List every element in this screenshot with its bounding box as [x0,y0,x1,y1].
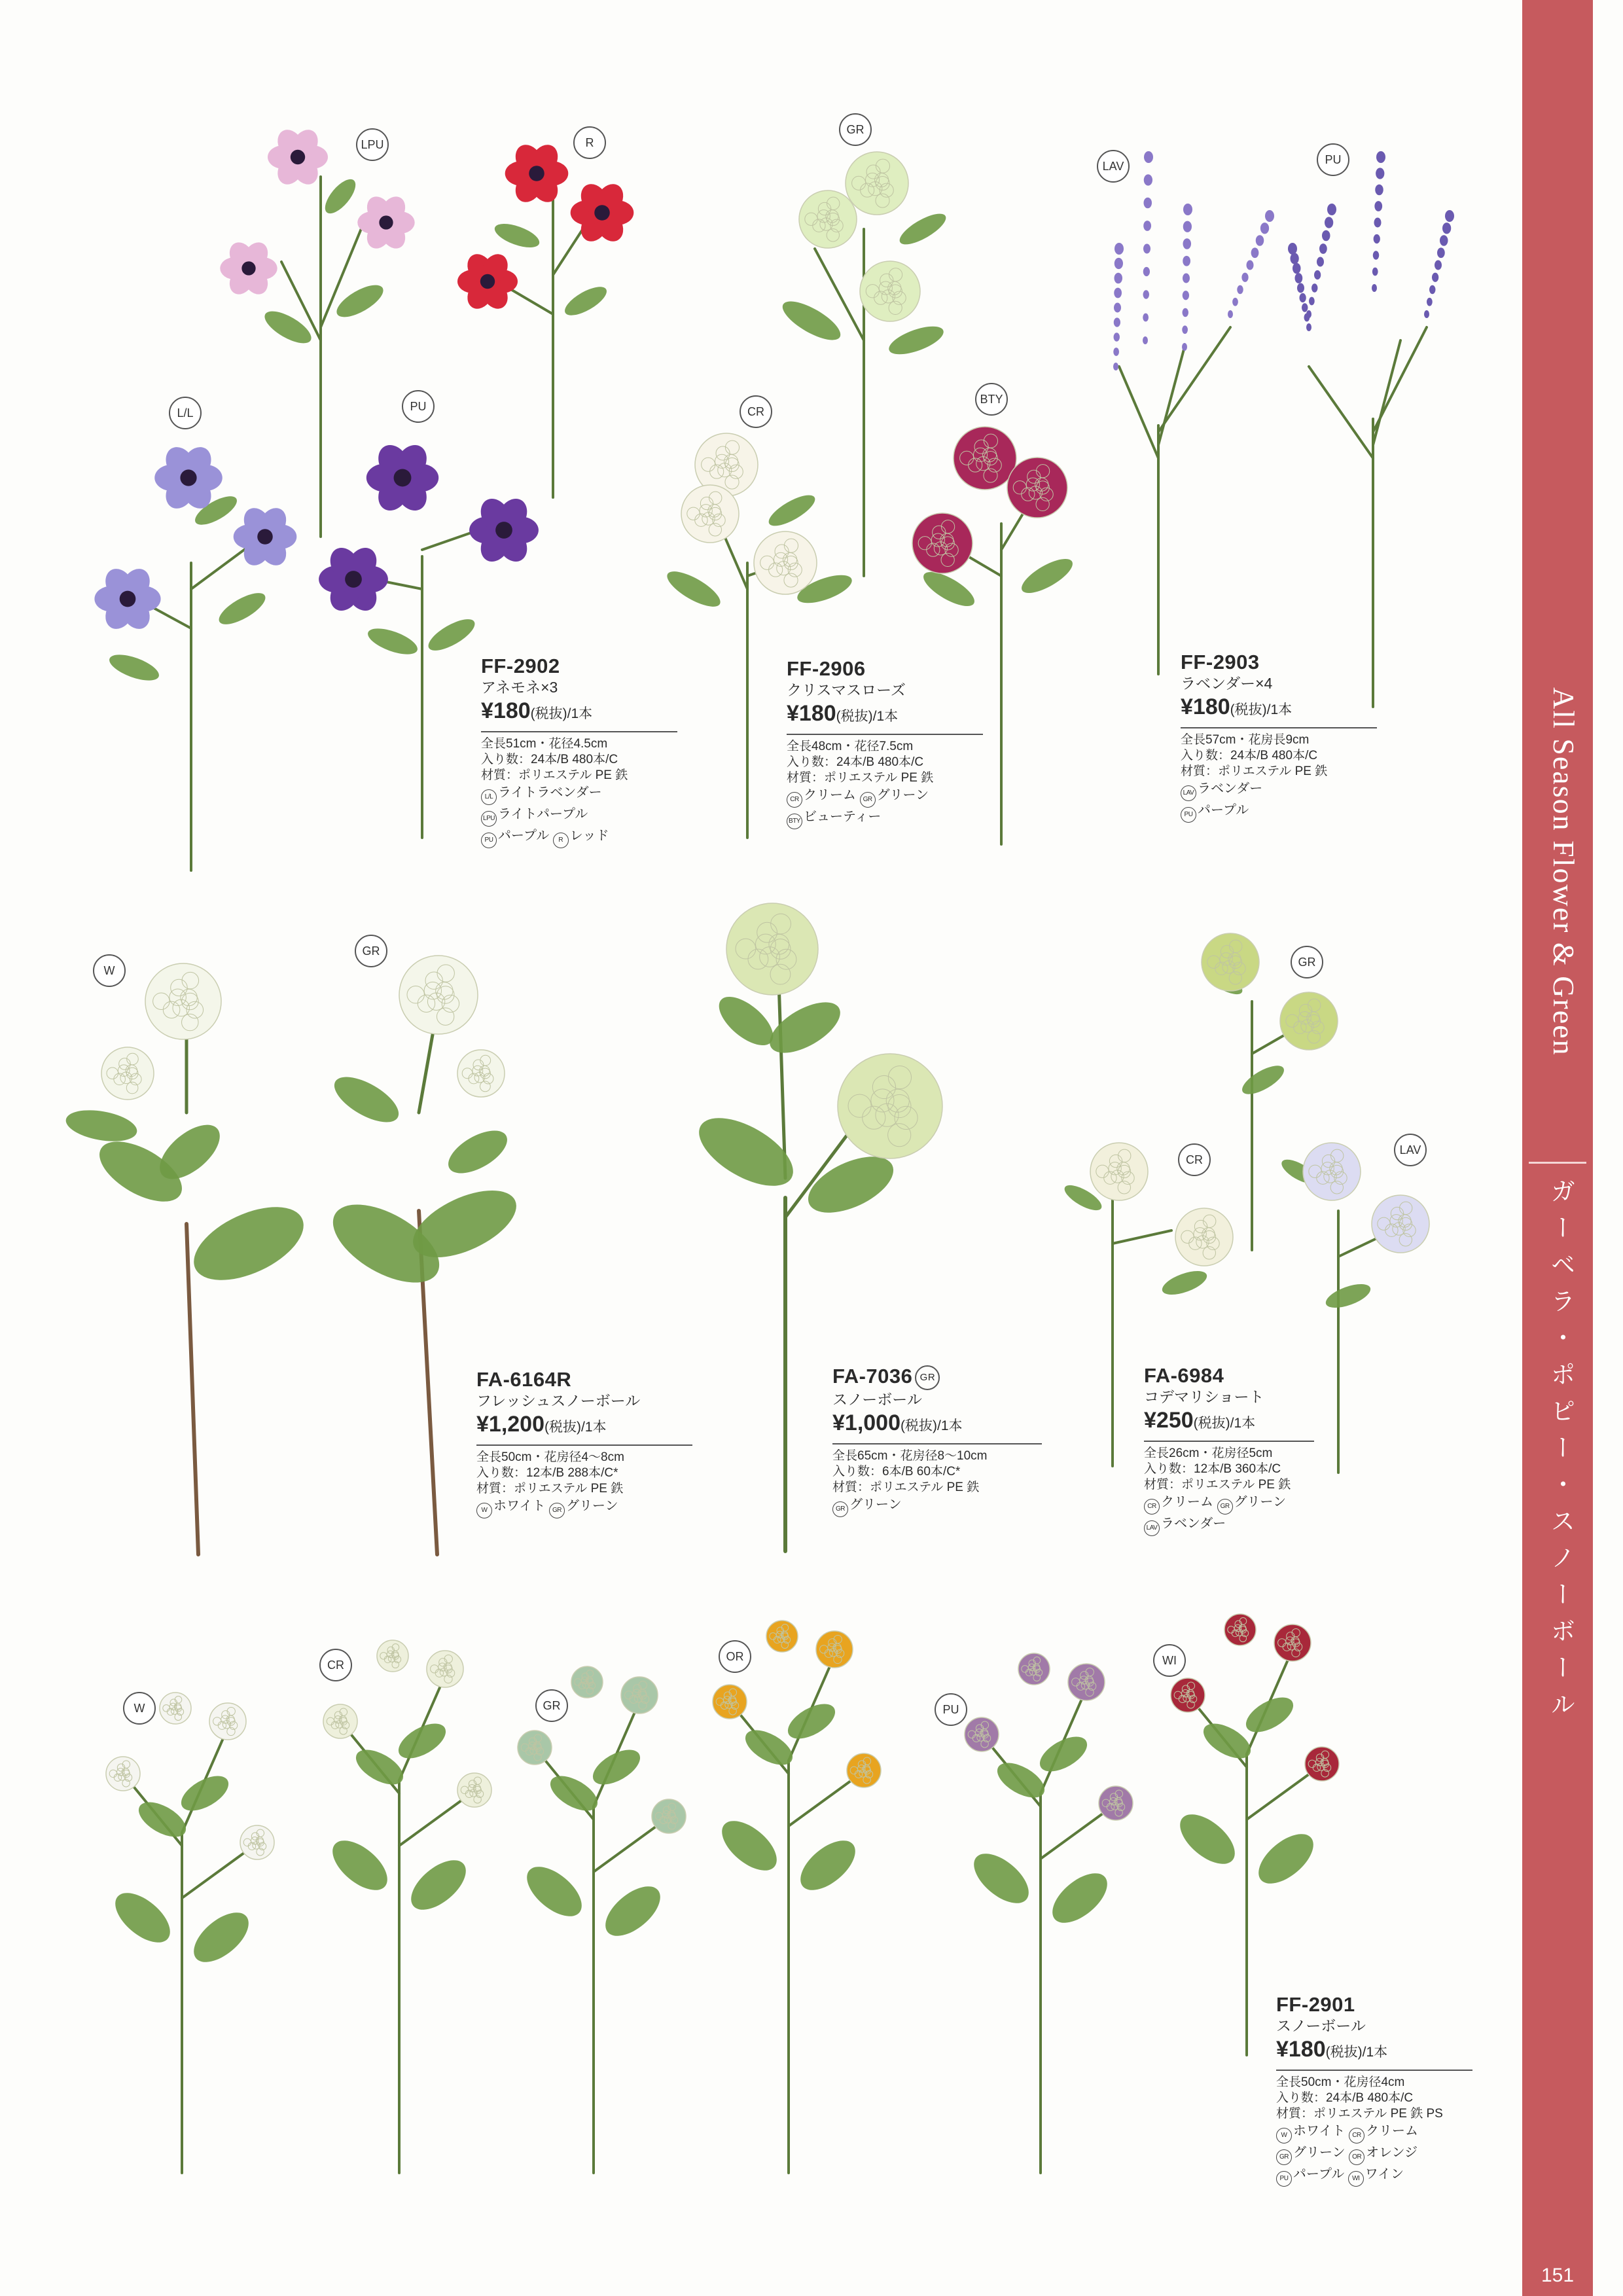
product-price: ¥1,000(税抜)/1本 [832,1408,1042,1444]
product-ff-2906 [787,657,983,829]
leaf [792,1831,864,1899]
lavender-bud [1325,217,1333,228]
lavender-bud [1442,223,1451,234]
flower-center [529,166,544,181]
lavender-bud [1144,151,1153,163]
color-list: CR クリーム GR グリーン BTY ビューティー [787,786,983,829]
lavender-bud [1143,244,1150,254]
flower-center [480,274,495,289]
lavender-bud [1183,238,1192,249]
product-spec-qty: 入り数：6本/B 60本/C* [832,1465,961,1479]
color-list: W ホワイト GR グリーン [476,1497,692,1518]
photo-tag-cr2: CR [1178,1143,1211,1176]
product-spec-material: 材質：ポリエステル PE 鉄 [832,1480,980,1494]
leaf [561,281,611,321]
code-tag: GR [915,1365,940,1390]
photo-tag-lav2: LAV [1394,1134,1427,1166]
leaf [402,1851,474,1919]
photo-tag-cr: CR [740,395,772,428]
band-divider [1529,1162,1586,1164]
flower-center [241,261,255,275]
product-code: FA-6164R [476,1368,572,1391]
product-spec-material: 材質：ポリエステル PE 鉄 [1144,1478,1291,1492]
lavender-bud [1114,332,1120,342]
lavender-bud [1115,243,1124,255]
photo-tag-pu: PU [402,390,435,423]
lavender-bud [1376,151,1385,163]
leaf [782,1697,840,1746]
lavender-bud [1427,298,1433,306]
lavender-bud [1114,303,1121,313]
leaf [885,321,947,360]
lavender-bud [1115,273,1123,284]
lavender-bud [1374,234,1380,243]
lavender-bud [1183,308,1189,317]
product-spec-material: 材質：ポリエステル PE 鉄 [481,768,628,782]
leaf [1323,1280,1373,1313]
leaf [662,565,725,613]
leaf [688,1104,804,1200]
flower-cluster [399,956,478,1034]
lavender-bud [1232,298,1238,306]
product-name: スノーボール [832,1391,922,1408]
product-spec-size: 全長50cm・花房径4cm [1276,2075,1405,2089]
product-spec-material: 材質：ポリエステル PE 鉄 [476,1482,624,1496]
lavender-bud [1376,168,1384,179]
leaf [442,1122,514,1182]
product-spec-qty: 入り数：24本/B 480本/C [787,755,924,769]
leaf [424,613,479,656]
lavender-bud [1256,235,1264,246]
product-spec-qty: 入り数：12本/B 360本/C [1144,1462,1281,1476]
product-code: FF-2902 [481,655,560,677]
lavender-bud [1183,291,1189,300]
leaf [106,649,162,686]
lavender-bud [1374,218,1382,228]
leaf [895,208,950,250]
product-fa-7036 [832,1365,1042,1517]
lavender-bud [1302,303,1308,312]
flower-cluster [754,531,817,594]
lavender-bud [1429,285,1436,295]
lavender-bud [1322,230,1330,242]
photo-tag-r: R [573,126,606,159]
flower-cluster [1007,457,1067,518]
flower-cluster [954,427,1016,490]
product-spec-material: 材質：ポリエステル PE 鉄 [1181,764,1328,778]
lavender-bud [1251,247,1259,258]
flower-center [594,205,610,221]
product-name: フレッシュスノーボール [476,1392,641,1409]
product-spec-size: 全長50cm・花房径4〜8cm [476,1450,624,1464]
product-spec-size: 全長51cm・花径4.5cm [481,737,608,751]
lavender-bud [1375,185,1383,196]
product-fa-6164r [476,1368,692,1518]
lavender-bud [1372,268,1378,276]
lavender-bud [1143,314,1149,322]
color-list: CR クリーム GR グリーン LAV ラベンダー [1144,1493,1314,1536]
lavender-bud [1435,260,1442,270]
lavender-bud [1260,223,1269,234]
leaf [332,279,387,323]
photo-tag-gr3: GR [1291,946,1323,978]
lavender-bud [1247,260,1254,270]
stem [1041,1806,1113,1859]
leaf [777,294,846,347]
lavender-bud [1183,256,1190,266]
lavender-bud [1113,363,1118,370]
product-price: ¥180(税抜)/1本 [1181,692,1377,728]
flower-cluster [912,513,972,573]
product-name: クリスマスローズ [787,681,906,698]
lavender-bud [1237,285,1243,295]
product-price: ¥180(税抜)/1本 [481,696,677,732]
lavender-bud [1114,317,1120,327]
flower-center [379,215,393,229]
flower-cluster [860,261,920,321]
stem [182,1846,254,1898]
photo-tag-gr: GR [839,113,872,146]
product-code: FA-6984 [1144,1364,1224,1387]
product-name: コデマリショート [1144,1388,1264,1405]
photo-tag-lav: LAV [1097,150,1130,183]
photo-tag-gr2: GR [355,935,387,967]
lavender-bud [1114,288,1122,298]
lavender-bud [1311,283,1318,293]
leaf [764,490,819,531]
stem [1119,367,1158,458]
leaf [1238,1060,1288,1100]
lavender-bud [1293,263,1301,274]
lavender-bud [1265,210,1274,222]
leaf [320,174,361,218]
product-ff-2903 [1181,651,1377,823]
leaf [587,1743,645,1792]
lavender-bud [1182,343,1187,351]
section-subtitle: ガーベラ・ポピー・スノーボール [1546,1178,1574,1728]
photo-tag-lpu: LPU [356,128,389,161]
leaf [324,1831,396,1899]
flower-cluster [838,1054,942,1158]
product-ff-2902 [481,655,677,848]
lavender-bud [1432,273,1438,282]
leaf [713,1812,785,1880]
lavender-bud [1437,247,1445,258]
page-number: 151 [1541,2265,1575,2286]
lavender-bud [1304,314,1310,322]
lavender-bud [1300,293,1306,302]
stem [1158,347,1185,445]
leaf [1159,1266,1209,1300]
lavender-bud [1297,283,1304,293]
product-price: ¥180(税抜)/1本 [787,699,983,735]
photo-tag-or: OR [719,1640,751,1673]
flower-cluster [145,963,221,1039]
product-price: ¥250(税抜)/1本 [1144,1406,1314,1442]
stem [399,1793,471,1846]
product-spec-material: 材質：ポリエステル PE 鉄 [787,771,934,785]
lavender-bud [1374,201,1382,211]
section-band [1522,0,1593,2296]
stem [1373,340,1400,445]
leaf [762,992,848,1063]
product-spec-size: 全長65cm・花房径8〜10cm [832,1449,988,1463]
lavender-bud [1183,204,1192,215]
lavender-bud [1182,325,1188,334]
leaf [365,623,420,660]
product-spec-material: 材質：ポリエステル PE 鉄 PS [1276,2107,1443,2121]
flower-center [495,522,512,539]
stem [789,1774,861,1826]
lavender-bud [1143,290,1150,299]
product-spec-qty: 入り数：24本/B 480本/C [481,753,618,766]
product-price: ¥1,200(税抜)/1本 [476,1410,692,1446]
lavender-bud [1309,297,1315,306]
leaf [1240,1691,1298,1740]
leaf [107,1884,179,1952]
lavender-bud [1327,204,1336,215]
product-spec-size: 全長26cm・花房径5cm [1144,1446,1273,1460]
lavender-bud [1440,235,1448,246]
stem [1113,1230,1171,1244]
lavender-bud [1183,274,1190,283]
stem [187,1224,198,1554]
photo-tag-wi: WI [1153,1644,1186,1677]
lavender-bud [1445,210,1454,222]
lavender-bud [1143,267,1150,276]
photo-tag-w2: W [123,1692,156,1725]
leaf [327,1068,405,1132]
lavender-bud [1314,270,1321,279]
color-list: GR グリーン [832,1496,1042,1517]
product-code: FF-2903 [1181,651,1260,673]
section-title: All Season Flower & Green [1547,687,1580,1056]
flower-cluster [846,152,908,215]
lavender-bud [1143,221,1151,231]
leaf [1034,1730,1092,1779]
stem [1309,367,1373,458]
color-list: L/L ライトラベンダー LPU ライトパープル PU パープル R レッド [481,783,677,848]
lavender-bud [1295,273,1303,283]
photo-tag-ll: L/L [169,397,202,429]
leaf [185,1903,257,1971]
leaf [175,1769,234,1818]
product-code: FA-7036 GR [832,1365,1042,1390]
flower-center [291,150,305,164]
product-spec-qty: 入り数：24本/B 480本/C [1181,749,1318,762]
product-ff-2901 [1276,1993,1472,2187]
photo-tag-cr3: CR [319,1649,352,1681]
lavender-bud [1373,251,1380,260]
lavender-bud [1143,336,1148,344]
stem [1247,1767,1319,1820]
photo-tag-gr4: GR [535,1689,568,1722]
lavender-bud [1372,284,1377,292]
product-code: FF-2901 [1276,1993,1355,2016]
leaf [63,1105,139,1146]
flower-center [394,469,412,487]
leaf [518,1857,590,1926]
lavender-bud [1424,310,1429,318]
lavender-bud [1228,310,1233,318]
flower-center [257,529,273,545]
leaf [215,587,270,630]
lavender-bud [1144,174,1152,185]
leaf [1171,1805,1243,1873]
photo-tag-pu3: PU [935,1693,967,1726]
lavender-bud [1183,221,1192,232]
leaf [1250,1825,1322,1893]
color-list: LAV ラベンダー PU パープル [1181,780,1377,823]
leaf [491,219,542,253]
leaf [597,1877,669,1945]
leaf [393,1717,451,1766]
product-name: スノーボール [1276,2017,1366,2034]
product-code: FF-2906 [787,657,866,680]
product-spec-size: 全長57cm・花房長9cm [1181,733,1310,747]
stem [594,1820,666,1872]
product-spec-qty: 入り数：24本/B 480本/C [1276,2091,1414,2105]
color-list: W ホワイト CR クリーム GR グリーン OR オレンジ PU パープル WI ワイン [1276,2122,1472,2187]
lavender-bud [1115,258,1123,269]
leaf [1017,552,1077,600]
lavender-bud [1291,253,1299,264]
lavender-bud [1144,198,1152,209]
lavender-bud [1288,243,1297,255]
product-name: アネモネ×3 [481,679,558,696]
photo-tag-pu2: PU [1317,143,1349,176]
product-fa-6984 [1144,1364,1314,1536]
product-spec-size: 全長48cm・花径7.5cm [787,740,914,753]
flower-center [120,591,136,607]
leaf [183,1192,314,1295]
lavender-bud [1113,348,1119,356]
leaf [965,1844,1037,1912]
photo-tag-w: W [93,954,126,987]
product-name: ラベンダー×4 [1181,675,1273,692]
lavender-bud [1317,257,1324,267]
leaf [1044,1864,1116,1932]
flower-cluster [726,903,818,995]
stem [1158,327,1230,432]
product-price: ¥180(税抜)/1本 [1276,2035,1472,2071]
product-spec-qty: 入り数：12本/B 288本/C* [476,1466,618,1480]
lavender-bud [1319,243,1327,254]
lavender-bud [1241,273,1248,282]
lavender-bud [1306,323,1311,331]
flower-center [180,469,196,486]
photo-tag-bty: BTY [975,383,1008,416]
flower-center [345,571,362,588]
